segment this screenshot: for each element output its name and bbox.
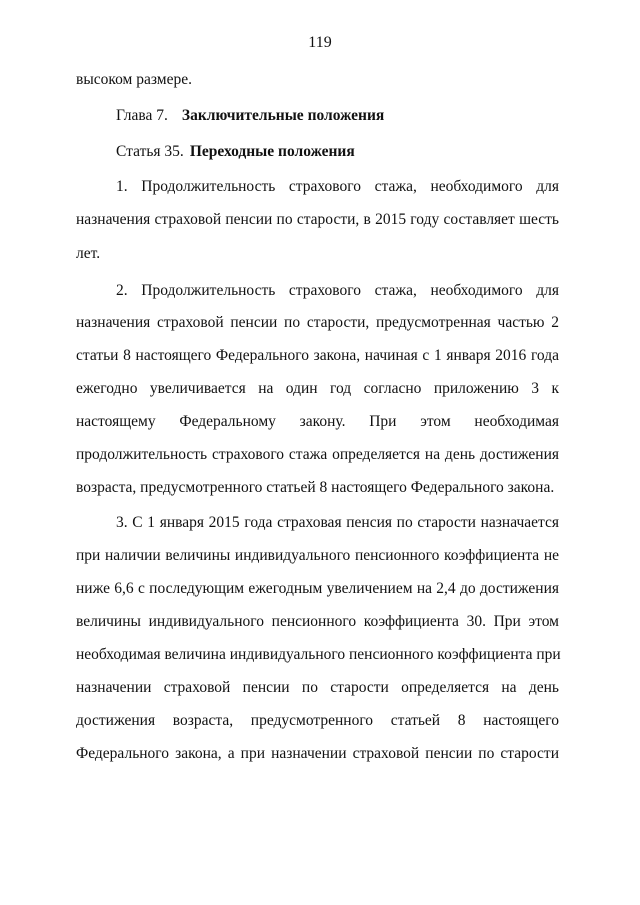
chapter-title: Заключительные положения bbox=[181, 107, 385, 124]
text-line: лет. bbox=[76, 245, 101, 262]
text-line: назначения страховой пенсии по старости, предусмотренная частью 2 bbox=[76, 314, 559, 331]
article-heading bbox=[116, 142, 559, 162]
article-title: Переходные положения bbox=[189, 143, 355, 160]
text-line: при наличии величины индивидуального пенсионного коэффициента не bbox=[76, 547, 559, 564]
text-line: статьи 8 настоящего Федерального закона, начиная с 1 января 2016 года bbox=[76, 347, 559, 364]
chapter-heading bbox=[116, 106, 559, 126]
page-number: 119 bbox=[308, 34, 332, 51]
text-line: 1. Продолжительность страхового стажа, необходимого для bbox=[116, 178, 559, 195]
text-line: настоящему Федеральному закону. При этом необходимая bbox=[76, 413, 559, 430]
text-line: ежегодно увеличивается на один год согласно приложению 3 к bbox=[76, 380, 559, 397]
chapter-label: Глава 7. bbox=[116, 107, 168, 124]
text-line: 2. Продолжительность страхового стажа, необходимого для bbox=[116, 282, 559, 299]
text-line: высоком размере. bbox=[76, 71, 192, 88]
text-line: назначении страховой пенсии по старости определяется на день bbox=[76, 679, 559, 696]
text-line: Федерального закона, а при назначении страховой пенсии по старости bbox=[76, 745, 559, 762]
text-line: необходимая величина индивидуального пенсионного коэффициента при bbox=[76, 646, 561, 663]
text-line: продолжительность страхового стажа определяется на день достижения bbox=[76, 446, 559, 463]
article-label: Статья 35. bbox=[116, 143, 184, 160]
text-line: назначения страховой пенсии по старости, в 2015 году составляет шесть bbox=[76, 211, 559, 228]
text-line: возраста, предусмотренного статьей 8 настоящего Федерального закона. bbox=[76, 479, 555, 496]
text-line: 3. С 1 января 2015 года страховая пенсия по старости назначается bbox=[116, 514, 559, 531]
text-line: величины индивидуального пенсионного коэффициента 30. При этом bbox=[76, 613, 559, 630]
text-line: ниже 6,6 с последующим ежегодным увеличением на 2,4 до достижения bbox=[76, 580, 559, 597]
text-line: достижения возраста, предусмотренного статьей 8 настоящего bbox=[76, 712, 559, 729]
